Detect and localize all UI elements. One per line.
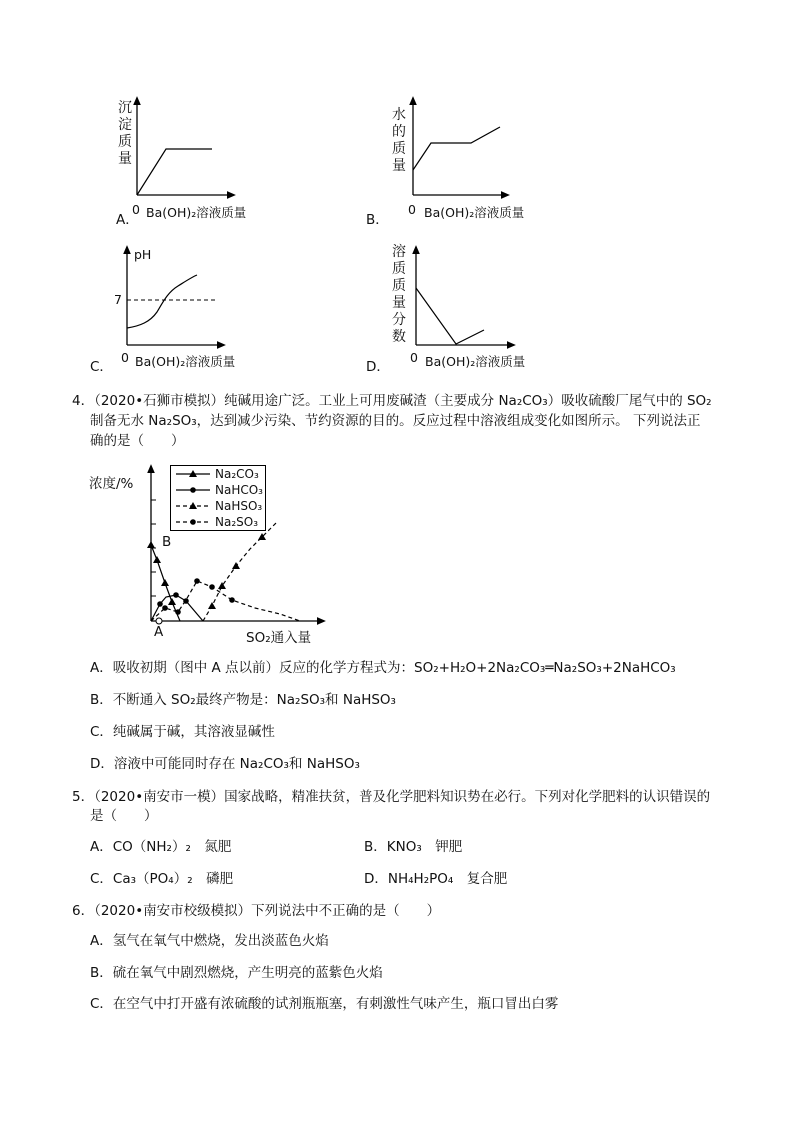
q4-point-a-label: A [154,624,164,640]
graph-b-zero: 0 [408,202,416,217]
legend-label-na2so3: Na₂SO₃ [215,515,259,529]
q4-option-c: C．纯碱属于碱，其溶液显碱性 [90,724,275,740]
q6-option-c: C．在空气中打开盛有浓硫酸的试剂瓶瓶塞，有刺激性气味产生，瓶口冒出白雾 [90,996,559,1012]
q5-stem-line2: 是（ ） [90,808,158,824]
graph-d-zero: 0 [410,350,418,365]
legend-label-nahso3: NaHSO₃ [215,499,263,513]
legend-swatch-nahso3 [171,498,215,514]
q4-chart-ylabel: 浓度/% [89,476,134,492]
graph-c-xlabel: Ba(OH)₂溶液质量 [135,354,236,369]
legend-item-nahco3 [171,482,265,498]
legend-label-na2co3: Na₂CO₃ [215,467,259,481]
option-c-letter: C． [90,359,113,375]
graph-d-ylabel: 溶 质 质 量 分 数 [392,244,406,345]
q5-option-b: B．KNO₃ 钾肥 [364,839,463,855]
option-b-letter: B． [366,212,389,228]
q4-option-d: D．溶液中可能同时存在 Na₂CO₃和 NaHSO₃ [90,756,360,772]
q6-stem: 6．（2020•南安市校级模拟）下列说法中不正确的是（ ） [72,903,441,919]
q4-chart-legend [170,465,266,531]
q6-option-b: B．硫在氧气中剧烈燃烧，产生明亮的蓝紫色火焰 [90,965,383,981]
graph-c-ylabel: pH [134,247,152,262]
graph-c-zero: 0 [121,350,129,365]
legend-swatch-na2co3 [171,466,215,482]
graph-c-ref-value: 7 [114,292,122,307]
option-a-letter: A． [116,212,139,228]
graph-b-xlabel: Ba(OH)₂溶液质量 [424,205,525,220]
legend-label-nahco3: NaHCO₃ [215,483,263,497]
q5-option-d: D．NH₄H₂PO₄ 复合肥 [364,871,508,887]
graph-b-ylabel: 水 的 质 量 [392,107,406,174]
graph-a-xlabel: Ba(OH)₂溶液质量 [146,205,247,220]
series-nahso3-markers [208,533,266,609]
legend-item-nahso3 [171,498,265,514]
q4-point-b-label: B [162,534,172,550]
q4-stem-line3: 确的是（ ） [90,433,185,449]
q4-option-b: B．不断通入 SO₂最终产物是：Na₂SO₃和 NaHSO₃ [90,692,396,708]
option-d-letter: D． [366,359,390,375]
series-nahco3-line [151,595,203,621]
graph-a-ylabel: 沉 淀 质 量 [118,100,132,167]
legend-swatch-nahco3 [171,482,215,498]
legend-swatch-na2so3 [171,514,215,530]
q4-option-a: A．吸收初期（图中 A 点以前）反应的化学方程式为：SO₂+H₂O+2Na₂CO₃═Na₂SO₃+2NaHCO₃ [90,660,676,676]
graph-a-zero: 0 [132,202,140,217]
q5-option-c: C．Ca₃（PO₄）₂ 磷肥 [90,871,234,887]
legend-item-na2so3 [171,514,265,530]
q6-option-a: A．氢气在氧气中燃烧，发出淡蓝色火焰 [90,933,329,949]
graph-d-xlabel: Ba(OH)₂溶液质量 [425,354,526,369]
q4-chart-xlabel: SO₂通入量 [246,630,312,646]
legend-item-na2co3 [171,466,265,482]
q4-stem-line2: 制备无水 Na₂SO₃，达到减少污染、节约资源的目的。反应过程中溶液组成变化如图所示。 下列说法正 [90,413,701,429]
q5-stem-line1: 5．（2020•南安市一模）国家战略，精准扶贫，普及化学肥料知识势在必行。下列对化学肥料的认识错误的 [72,789,711,805]
q5-option-a: A．CO（NH₂）₂ 氮肥 [90,839,232,855]
q4-stem-line1: 4．（2020•石狮市模拟）纯碱用途广泛。工业上可用废碱渣（主要成分 Na₂CO₃）吸收硫酸厂尾气中的 SO₂ [72,393,712,409]
